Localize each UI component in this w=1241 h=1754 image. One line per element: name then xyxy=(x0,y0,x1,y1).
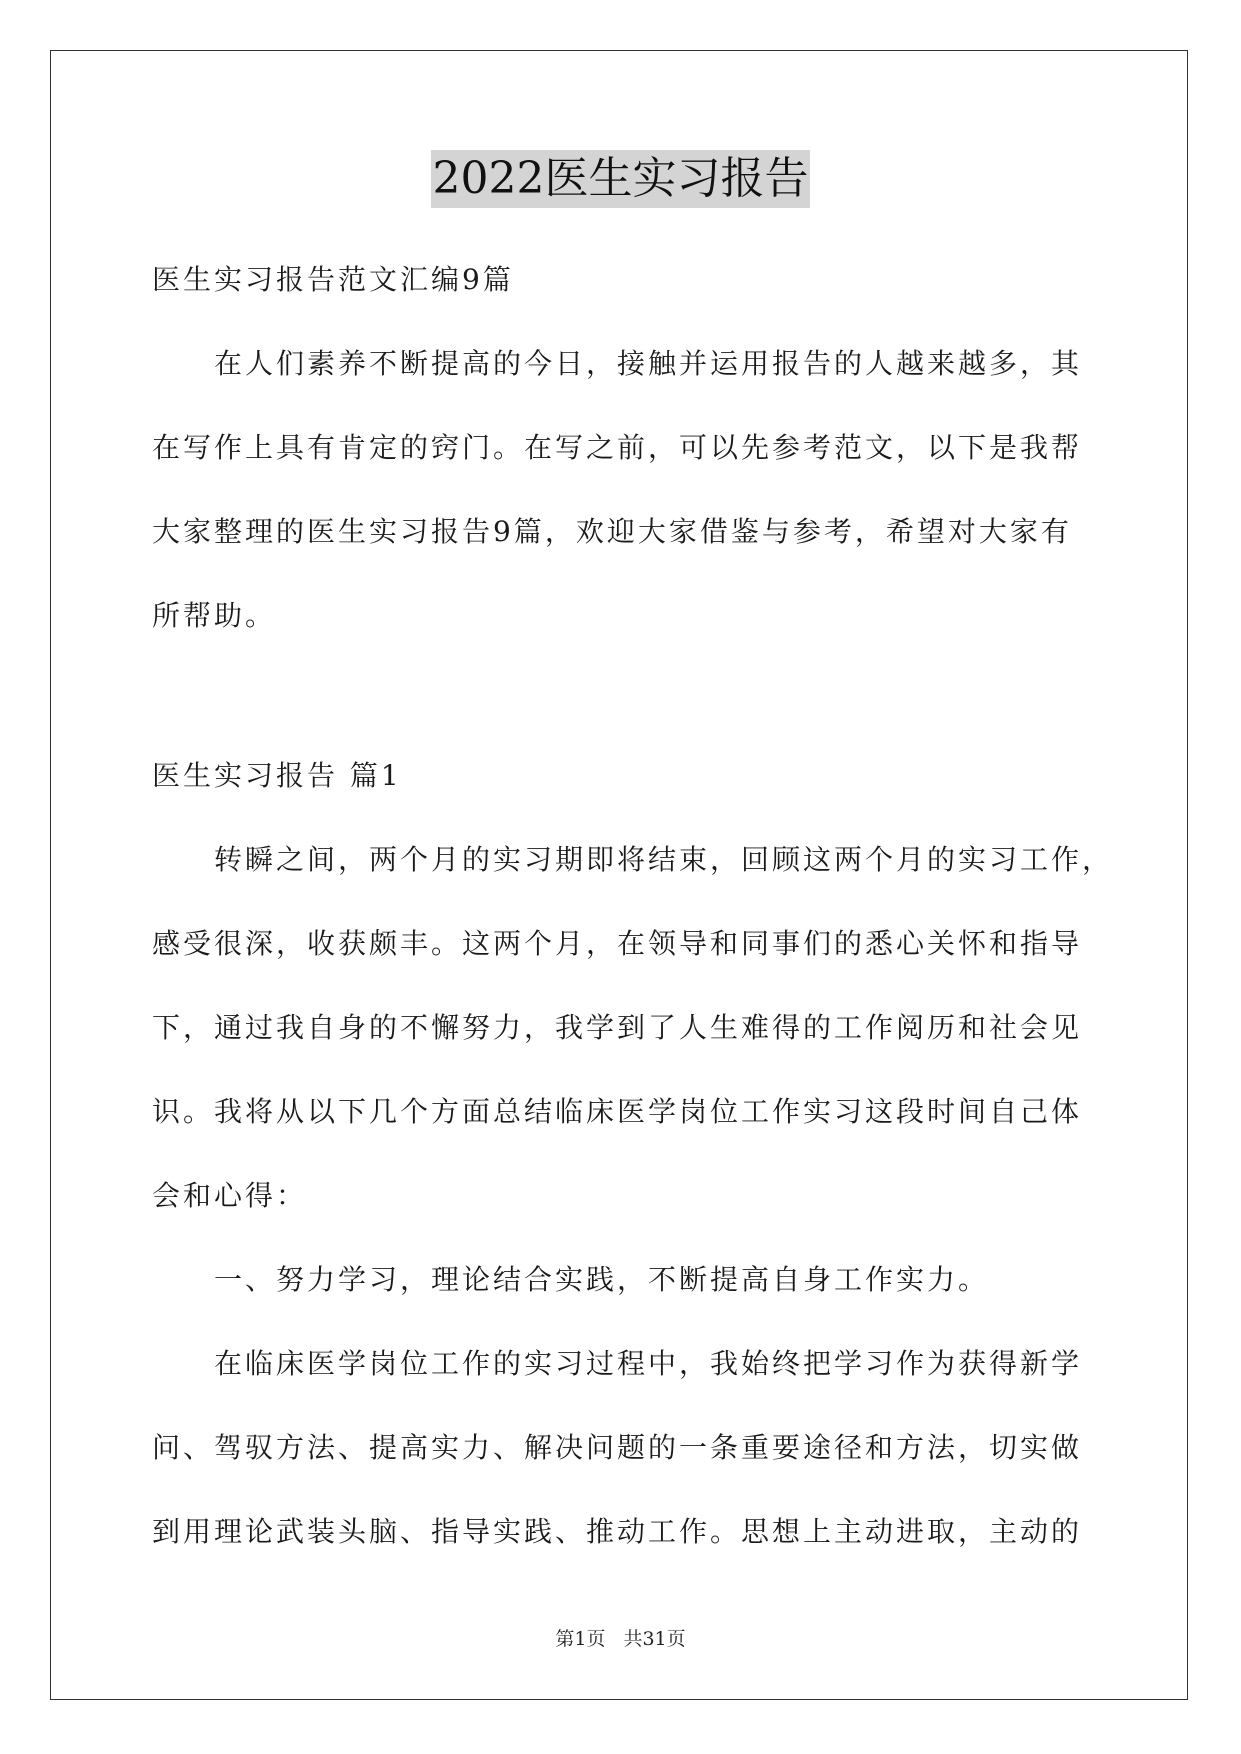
current-page-number: 第1页 xyxy=(555,1628,606,1650)
intro-line: 大家整理的医生实习报告9篇，欢迎大家借鉴与参考，希望对大家有 xyxy=(152,515,1072,548)
paragraph-line: 转瞬之间，两个月的实习期即将结束，回顾这两个月的实习工作， xyxy=(214,843,1114,876)
paragraph-line: 问、驾驭方法、提高实力、解决问题的一条重要途径和方法，切实做 xyxy=(152,1431,1083,1464)
document-title: 2022医生实习报告 xyxy=(431,150,811,208)
document-subtitle: 医生实习报告范文汇编9篇 xyxy=(152,263,514,296)
intro-line: 在写作上具有肯定的窍门。在写之前，可以先参考范文，以下是我帮 xyxy=(152,431,1083,464)
paragraph-line: 在临床医学岗位工作的实习过程中，我始终把学习作为获得新学 xyxy=(214,1347,1083,1380)
paragraph-line: 感受很深，收获颇丰。这两个月，在领导和同事们的悉心关怀和指导 xyxy=(152,927,1083,960)
page-footer xyxy=(0,1624,1241,1651)
intro-line: 所帮助。 xyxy=(152,599,277,632)
paragraph-line: 识。我将从以下几个方面总结临床医学岗位工作实习这段时间自己体 xyxy=(152,1095,1083,1128)
title-container xyxy=(0,150,1241,208)
section-heading: 医生实习报告 篇1 xyxy=(152,759,402,792)
paragraph-line: 下，通过我自身的不懈努力，我学到了人生难得的工作阅历和社会见 xyxy=(152,1011,1083,1044)
paragraph-line: 到用理论武装头脑、指导实践、推动工作。思想上主动进取，主动的 xyxy=(152,1515,1083,1548)
paragraph-line: 会和心得： xyxy=(152,1179,308,1212)
paragraph-spacer xyxy=(152,658,1094,734)
intro-line: 在人们素养不断提高的今日，接触并运用报告的人越来越多，其 xyxy=(214,347,1083,380)
total-page-count: 共31页 xyxy=(623,1628,686,1650)
document-body xyxy=(152,238,1114,1574)
point-heading: 一、努力学习，理论结合实践，不断提高自身工作实力。 xyxy=(214,1263,990,1296)
